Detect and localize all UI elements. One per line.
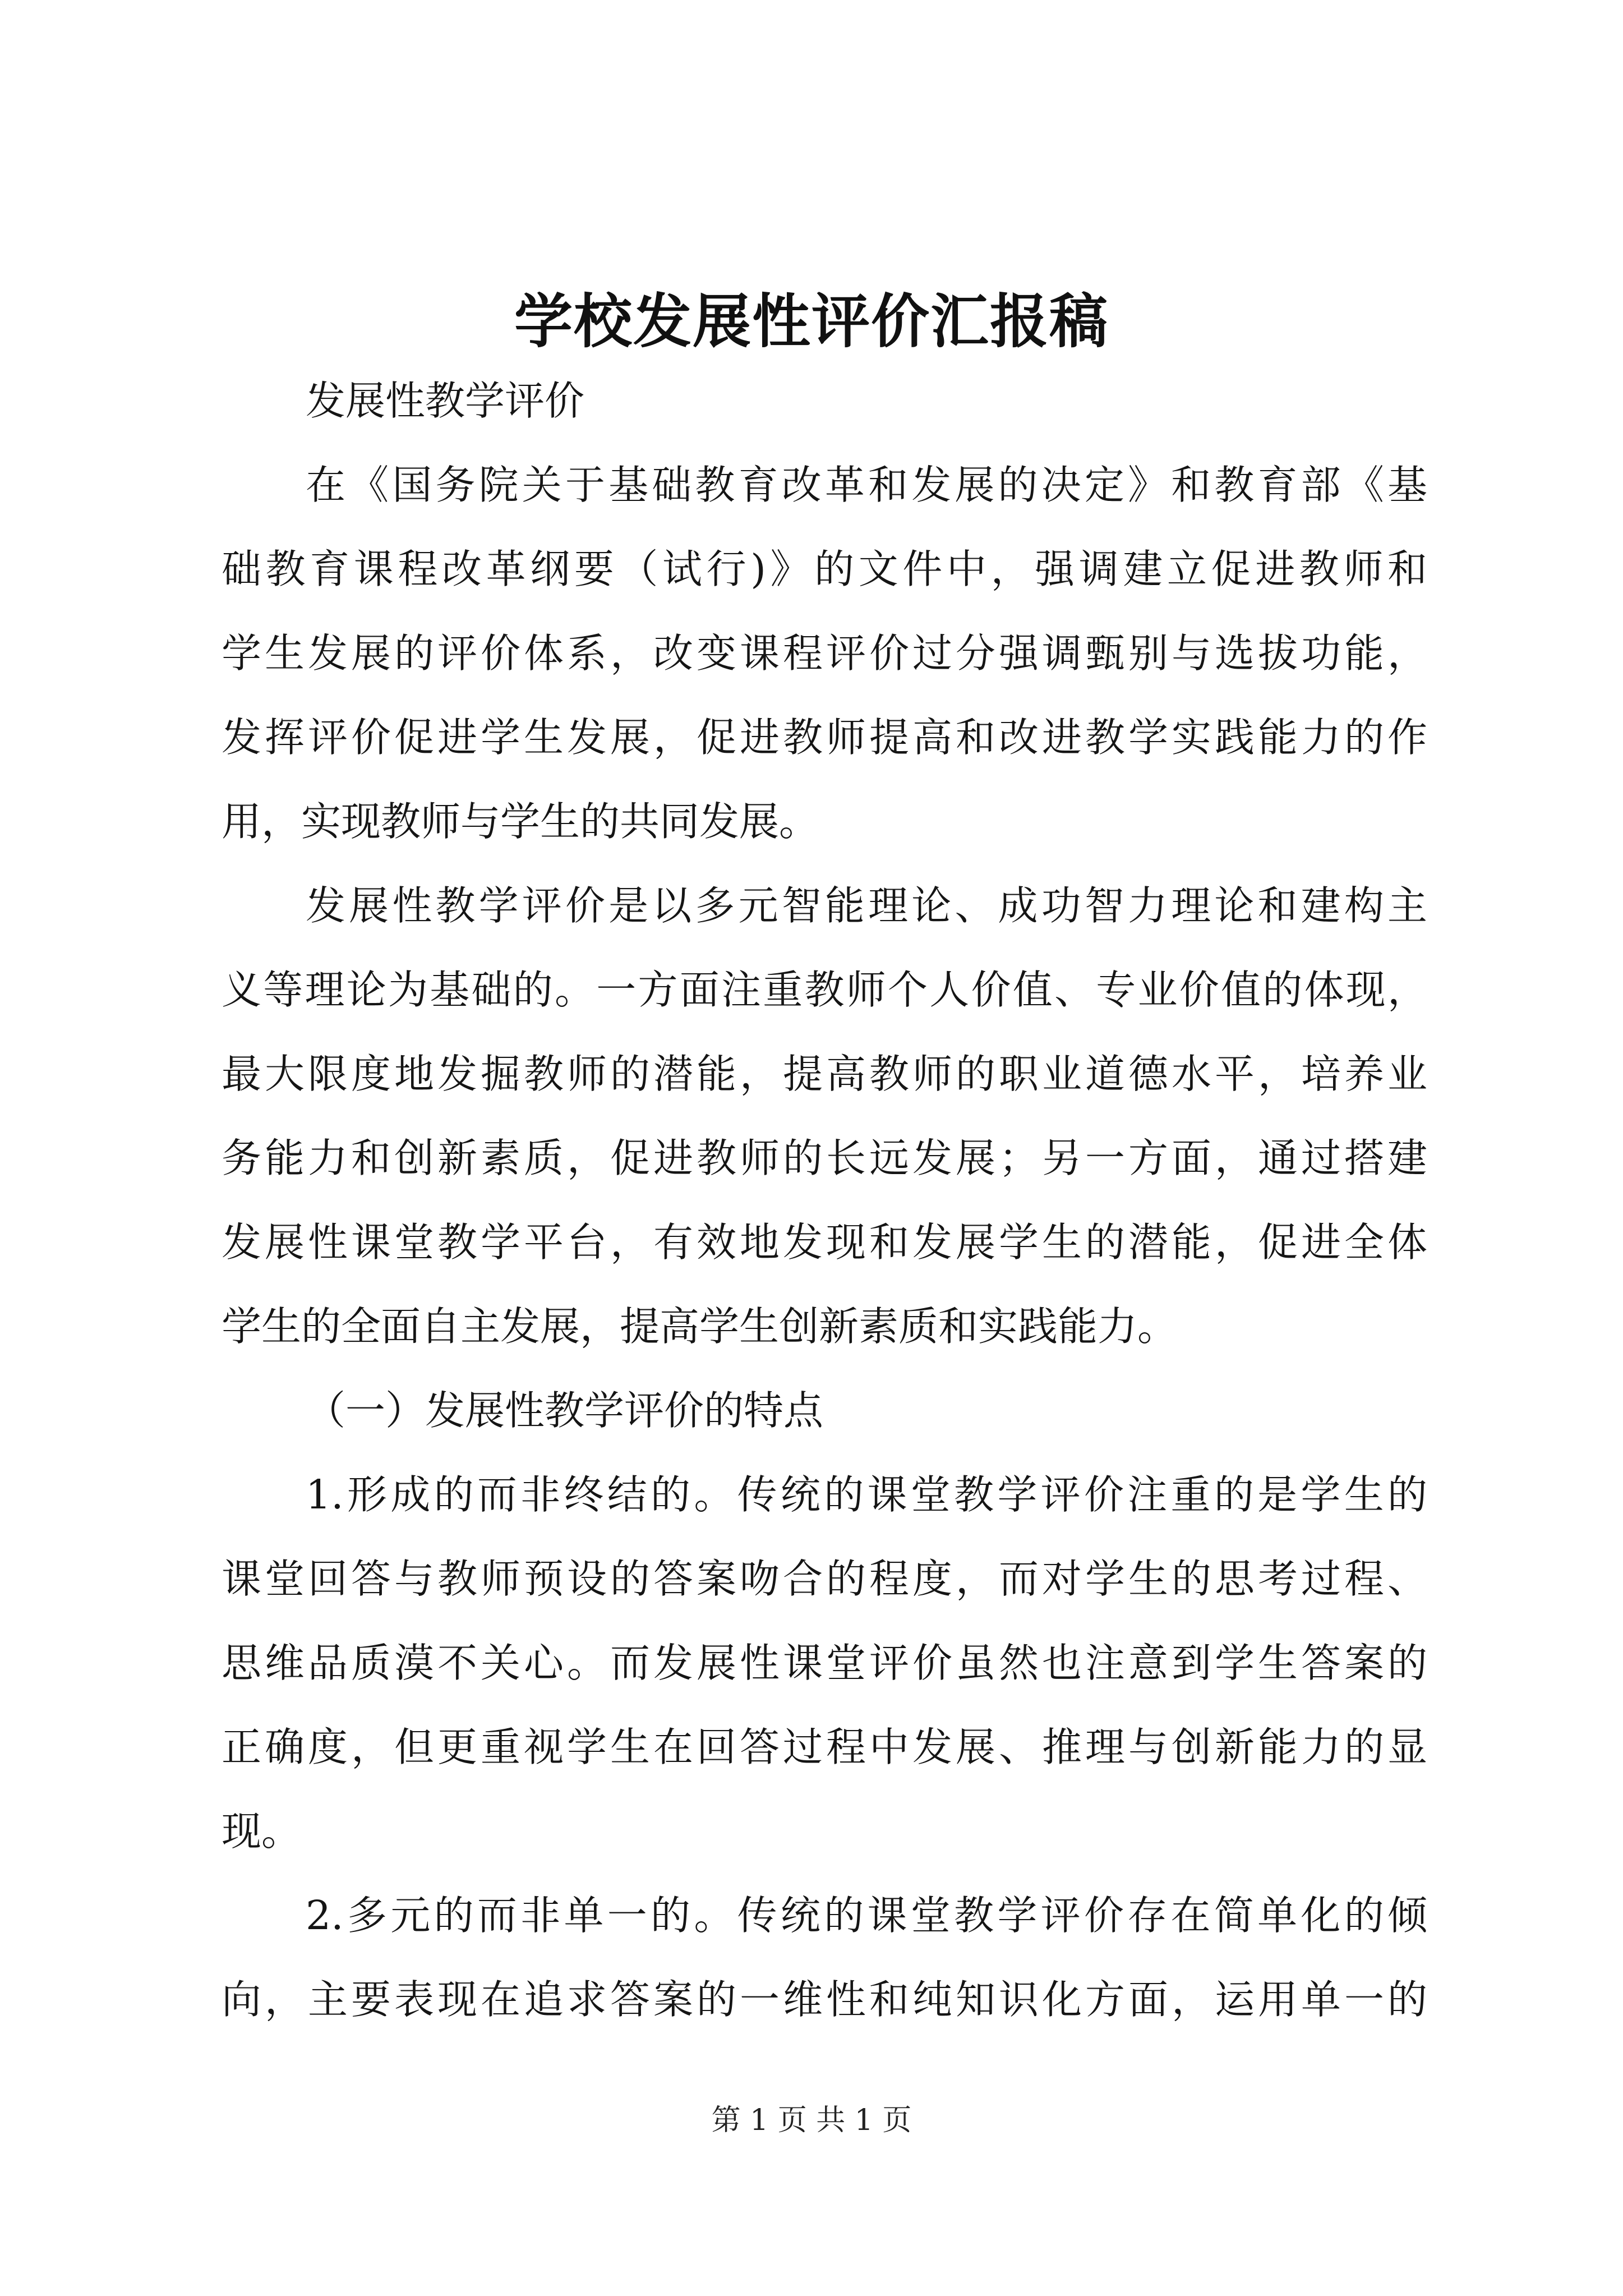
paragraph-line: 向，主要表现在追求答案的一维性和纯知识化方面，运用单一的 [222,1976,1427,2023]
paragraph-line: 2.多元的而非单一的。传统的课堂教学评价存在简单化的倾 [306,1892,1427,1939]
paragraph-line: 1.形成的而非终结的。传统的课堂教学评价注重的是学生的 [306,1471,1427,1518]
document-title: 学校发展性评价汇报稿 [514,287,1109,356]
paragraph-line: 在《国务院关于基础教育改革和发展的决定》和教育部《基 [306,462,1427,508]
paragraph-line: 现。 [222,1808,302,1855]
subsection-heading: （一）发展性教学评价的特点 [306,1387,824,1434]
paragraph-line: 发展性教学评价是以多元智能理论、成功智力理论和建构主 [306,882,1427,929]
paragraph-line: 正确度，但更重视学生在回答过程中发展、推理与创新能力的显 [222,1724,1427,1770]
section-heading: 发展性教学评价 [306,378,585,424]
paragraph-line: 发挥评价促进学生发展，促进教师提高和改进教学实践能力的作 [222,714,1427,761]
page-number-footer: 第 1 页 共 1 页 [711,2104,912,2137]
paragraph-line: 思维品质漠不关心。而发展性课堂评价虽然也注意到学生答案的 [222,1640,1427,1686]
paragraph-line: 学生的全面自主发展，提高学生创新素质和实践能力。 [222,1303,1178,1350]
paragraph-line: 学生发展的评价体系，改变课程评价过分强调甄别与选拔功能， [222,630,1427,677]
paragraph-line: 务能力和创新素质，促进教师的长远发展；另一方面，通过搭建 [222,1135,1427,1181]
paragraph-line: 发展性课堂教学平台，有效地发现和发展学生的潜能，促进全体 [222,1219,1427,1266]
paragraph-line: 义等理论为基础的。一方面注重教师个人价值、专业价值的体现， [222,967,1427,1013]
paragraph-line: 础教育课程改革纲要（试行)》的文件中，强调建立促进教师和 [222,546,1427,592]
paragraph-line: 最大限度地发掘教师的潜能，提高教师的职业道德水平，培养业 [222,1051,1427,1097]
paragraph-line: 用，实现教师与学生的共同发展。 [222,798,819,845]
paragraph-line: 课堂回答与教师预设的答案吻合的程度，而对学生的思考过程、 [222,1556,1427,1602]
